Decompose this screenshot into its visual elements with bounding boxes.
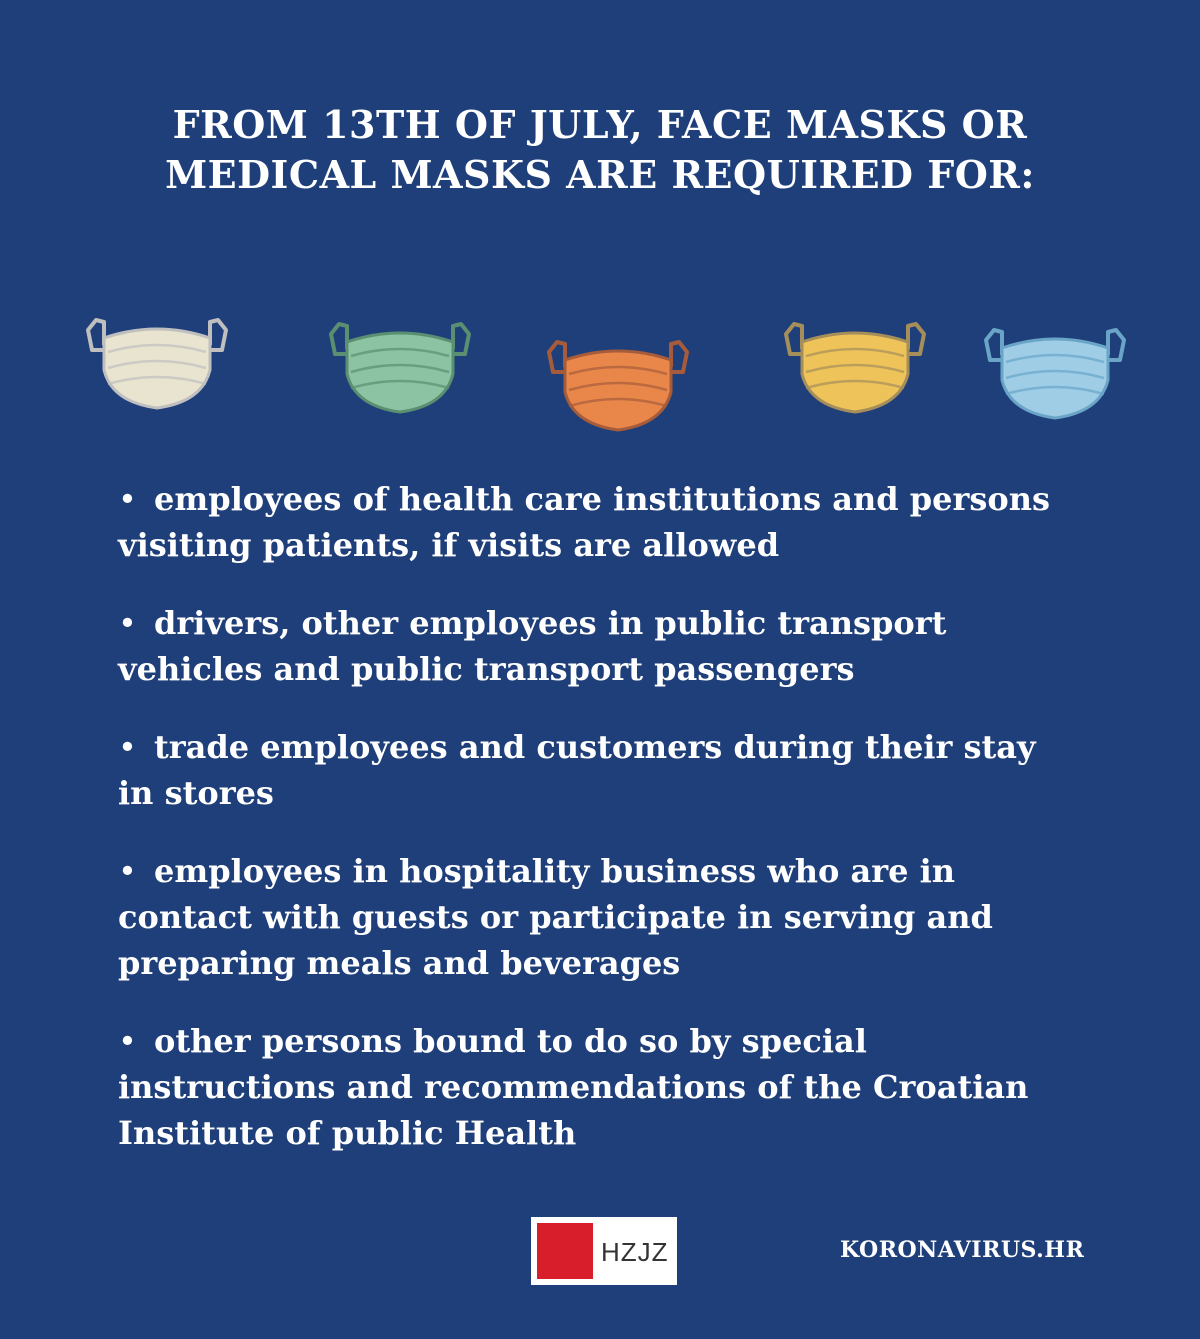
list-item: • other persons bound to do so by special instructions and recommendations of the Croatian Institute of public Health bbox=[118, 1022, 1029, 1152]
mask-icon bbox=[780, 294, 930, 424]
logo-text: HZJZ bbox=[601, 1237, 669, 1267]
list-item: • drivers, other employees in public transport vehicles and public transport passengers bbox=[118, 604, 947, 688]
list-item: • employees of health care institutions and persons visiting patients, if visits are allowed bbox=[118, 480, 1050, 564]
mask-icon bbox=[543, 312, 693, 442]
list-item: • employees in hospitality business who are in contact with guests or participate in serving and preparing meals and beverages bbox=[118, 852, 993, 982]
title-line-1: FROM 13TH OF JULY, FACE MASKS OR bbox=[172, 102, 1028, 147]
mask-icon bbox=[325, 294, 475, 424]
requirements-list bbox=[118, 476, 1078, 1188]
logo-mark-icon bbox=[537, 1223, 593, 1279]
mask-icon bbox=[980, 300, 1130, 430]
list-item: • trade employees and customers during their stay in stores bbox=[118, 728, 1036, 812]
page-title bbox=[0, 100, 1200, 200]
mask-icon bbox=[82, 290, 232, 420]
website-label: KORONAVIRUS.HR bbox=[840, 1237, 1085, 1263]
masks-row bbox=[0, 290, 1200, 430]
hzjz-logo bbox=[531, 1217, 677, 1285]
title-line-2: MEDICAL MASKS ARE REQUIRED FOR: bbox=[165, 152, 1035, 197]
